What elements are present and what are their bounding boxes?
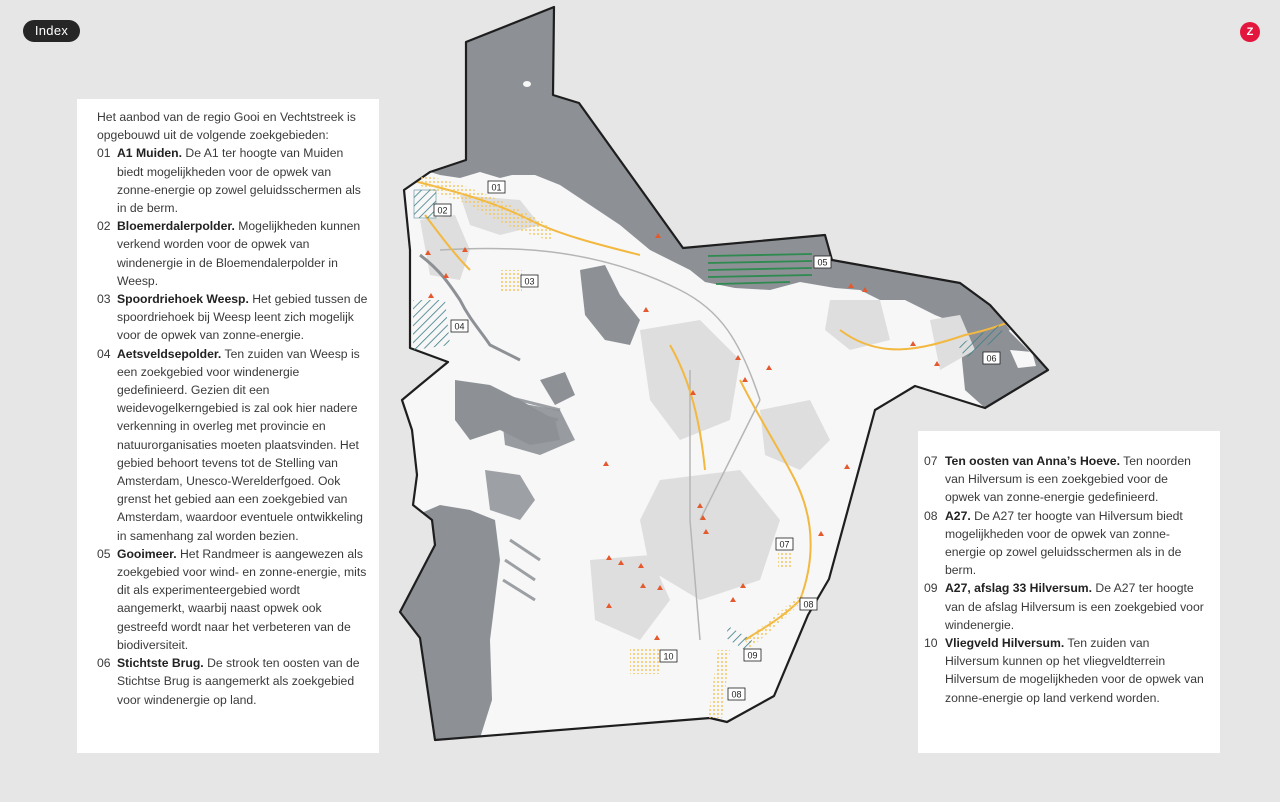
svg-text:08: 08 [731, 689, 742, 700]
item-title: Gooimeer. [117, 546, 177, 561]
svg-text:06: 06 [986, 353, 997, 364]
list-item-04 [97, 345, 369, 545]
zone-10-solar [630, 648, 660, 674]
item-number: 07 [924, 454, 938, 468]
svg-text:08: 08 [803, 599, 814, 610]
map-label-09 [744, 649, 761, 661]
list-item-08 [924, 507, 1206, 580]
zone-03-solar [500, 270, 522, 292]
item-title: A27. [945, 508, 971, 523]
zone-04-wind [413, 300, 450, 350]
map-label-08a [800, 598, 817, 610]
item-text: Ten zuiden van Weesp is een zoekgebied voor windenergie gedefinieerd. Gezien dit een weidevogelkerngebied is zal ook hier nadere verkenning in overleg met provincie en natuurorganisaties moeten plaatsvinden. Het gebied behoort tevens tot de Stelling van Amsterdam, Unesco-Werelderfgoed. Ook grenst het gebied aan een zoekgebied van Amsterdam, waardoor eventuele ontwikkeling in samenhang zal worden bezien. [117, 346, 363, 543]
list-item-03 [97, 290, 369, 345]
item-number: 03 [97, 292, 111, 307]
item-text: Ten noorden van Hilversum is een zoekgebied voor de opwek van zonne-energie gedefinieerd. [945, 454, 1191, 505]
map-label-05 [814, 256, 831, 268]
index-button[interactable]: Index [23, 20, 80, 42]
map-label-10 [660, 650, 677, 662]
item-title: Spoordriehoek Weesp. [117, 292, 249, 307]
list-item-01 [97, 144, 369, 217]
svg-text:10: 10 [663, 651, 674, 662]
svg-text:04: 04 [454, 321, 465, 332]
map-label-02 [434, 204, 451, 216]
map-label-08b [728, 688, 745, 700]
svg-text:05: 05 [817, 257, 828, 268]
item-number: 02 [97, 219, 111, 234]
item-title: Ten oosten van Anna’s Hoeve. [945, 454, 1120, 468]
svg-text:03: 03 [524, 276, 535, 287]
item-text: Het gebied tussen de spoordriehoek bij Weesp leent zich mogelijk voor de opwek van zonne-energie. [117, 292, 368, 343]
item-number: 08 [924, 508, 938, 523]
list-item-09 [924, 579, 1206, 634]
svg-text:07: 07 [779, 539, 790, 550]
logo-icon[interactable]: Z [1240, 22, 1260, 42]
item-number: 10 [924, 636, 938, 651]
map-label-03 [521, 275, 538, 287]
item-text: Ten zuiden van Hilversum kunnen op het vliegveldterrein Hilversum de mogelijkheden voor de opwek van zonne-energie op land verkend worden. [945, 636, 1204, 705]
item-text: Mogelijkheden kunnen verkend worden voor de opwek van windenergie in de Bloemendalerpolder in Weesp. [117, 219, 361, 288]
item-title: Bloemerdalerpolder. [117, 219, 235, 234]
map-label-06 [983, 352, 1000, 364]
zone-07-solar [778, 552, 792, 568]
item-number: 04 [97, 346, 111, 361]
item-number: 01 [97, 146, 111, 161]
map-label-07 [776, 538, 793, 550]
zone-02-wind [414, 190, 436, 218]
legend-panel-left [77, 99, 379, 753]
map-label-01 [488, 181, 505, 193]
list-item-05 [97, 545, 369, 654]
item-title: A27, afslag 33 Hilversum. [945, 581, 1092, 596]
list-item-10 [924, 634, 1206, 707]
item-title: A1 Muiden. [117, 146, 183, 161]
map-label-04 [451, 320, 468, 332]
list-item-07 [924, 452, 1206, 507]
item-text: Het Randmeer is aangewezen als zoekgebied voor wind- en zonne-energie, mits dit als experimenteergebied wordt aangemerkt, waarbij naast opwek ook gestreefd wordt naar het verbeteren van de biodiversiteit. [117, 546, 367, 652]
item-number: 06 [97, 656, 111, 671]
svg-text:02: 02 [437, 205, 448, 216]
list-item-06 [97, 654, 369, 709]
item-number: 09 [924, 581, 938, 596]
item-title: Vliegveld Hilversum. [945, 636, 1065, 651]
intro-text: Het aanbod van de regio Gooi en Vechtstreek is opgebouwd uit de volgende zoekgebieden: [97, 110, 356, 143]
list-item-02 [97, 217, 369, 290]
item-text: De A27 ter hoogte van de afslag Hilversum is een zoekgebied voor windenergie. [945, 581, 1204, 632]
item-text: De strook ten oosten van de Stichtse Brug is aangemerkt als zoekgebied voor windenergie op land. [117, 656, 360, 707]
item-text: De A1 ter hoogte van Muiden biedt mogelijkheden voor de opwek van zonne-energie op zowel geluidsschermen als in de berm. [117, 146, 361, 216]
west-lake [400, 505, 500, 740]
legend-panel-right [918, 431, 1220, 753]
item-title: Stichtste Brug. [117, 656, 204, 671]
svg-text:01: 01 [491, 182, 502, 193]
item-number: 05 [97, 546, 111, 561]
svg-text:09: 09 [747, 650, 758, 661]
item-title: Aetsveldsepolder. [117, 346, 222, 361]
item-text: De A27 ter hoogte van Hilversum biedt mogelijkheden voor de opwek van zonne-energie op zowel geluidsschermen als in de berm. [945, 508, 1183, 578]
